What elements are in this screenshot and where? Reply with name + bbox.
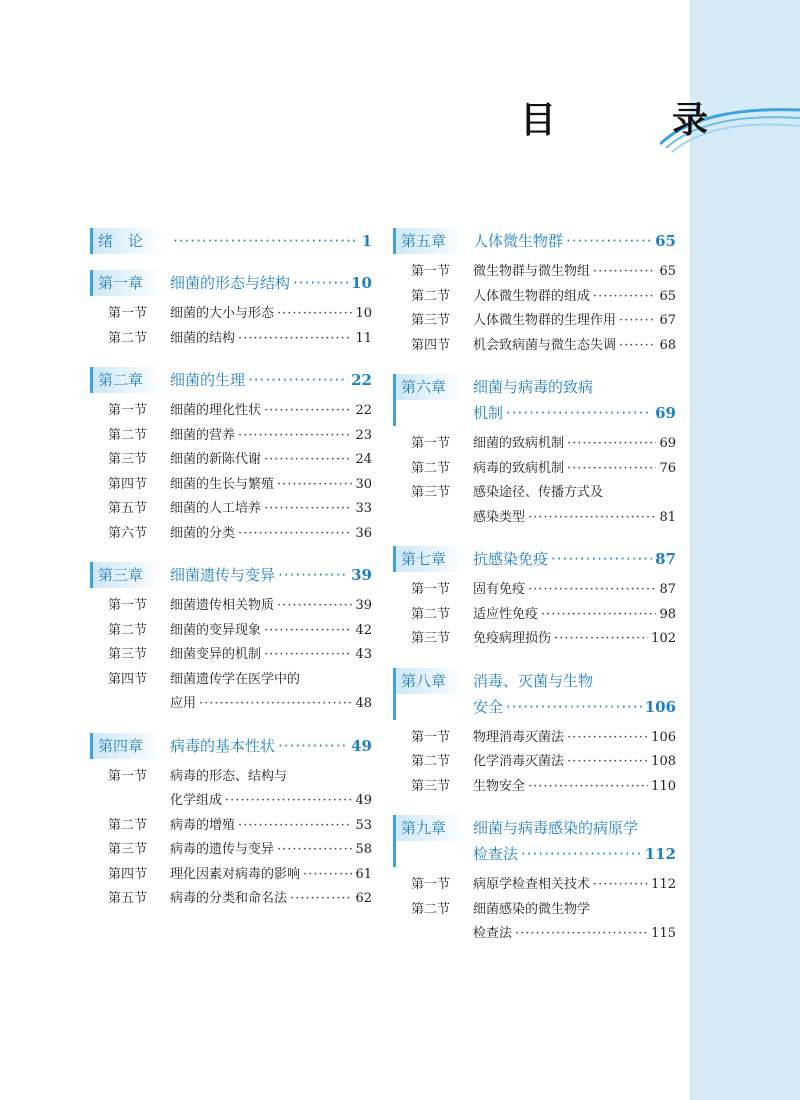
section-number: 第一节 xyxy=(108,306,148,321)
chapter-number: 第八章 xyxy=(401,671,447,690)
section-number: 第三节 xyxy=(411,778,451,794)
section-title: 细菌变异的机制 xyxy=(170,647,262,662)
chapter-line xyxy=(90,367,372,393)
section-title-continued: 化学组成 xyxy=(170,793,223,808)
section-page-number: 69 xyxy=(659,436,676,451)
chapter-title: 病毒的基本性状 xyxy=(170,736,276,755)
leader-dots xyxy=(264,399,352,424)
leader-dots xyxy=(277,594,352,619)
section-number: 第三节 xyxy=(108,452,148,467)
section-title: 细菌的分类 xyxy=(170,525,236,541)
leader-dots xyxy=(541,603,656,628)
leader-dots xyxy=(551,546,652,572)
chapter-number: 第四章 xyxy=(98,736,144,755)
section-page-number: 108 xyxy=(651,754,676,769)
toc-section[interactable] xyxy=(393,285,676,310)
toc-section[interactable] xyxy=(393,898,676,923)
chapter-page-number: 1 xyxy=(361,232,372,250)
section-number: 第一节 xyxy=(411,877,451,892)
chapter-heading[interactable] xyxy=(90,562,372,588)
section-title: 病毒的致病机制 xyxy=(473,460,565,476)
section-number: 第六节 xyxy=(108,525,148,541)
chapter-heading[interactable] xyxy=(90,228,372,254)
section-number: 第五节 xyxy=(108,501,148,516)
chapter-page-number: 49 xyxy=(351,736,372,755)
toc-section[interactable] xyxy=(393,309,676,334)
leader-dots xyxy=(593,285,656,310)
chapter-number: 第五章 xyxy=(401,232,447,250)
section-number: 第二节 xyxy=(108,622,148,638)
toc-chapter xyxy=(393,374,676,530)
section-title: 细菌的理化性状 xyxy=(170,403,262,418)
toc-chapter xyxy=(90,228,372,254)
section-title: 感染途径、传播方式及 xyxy=(473,485,604,500)
toc-section[interactable] xyxy=(393,457,676,482)
chapter-line xyxy=(90,228,372,254)
section-title: 理化因素对病毒的影响 xyxy=(170,866,301,882)
section-number: 第三节 xyxy=(411,631,451,646)
section-number: 第二节 xyxy=(411,460,451,476)
section-title: 细菌的致病机制 xyxy=(473,436,565,451)
leader-dots xyxy=(593,873,648,898)
toc-chapter xyxy=(393,228,676,358)
toc-chapter xyxy=(393,668,676,800)
leader-dots xyxy=(225,789,352,814)
section-page-number: 98 xyxy=(659,606,676,622)
section-number: 第二节 xyxy=(411,754,451,769)
chapter-page-number: 39 xyxy=(351,566,372,584)
toc-section[interactable] xyxy=(393,873,676,898)
chapter-heading[interactable] xyxy=(90,367,372,393)
toc-section[interactable] xyxy=(393,775,676,800)
section-title: 细菌的变异现象 xyxy=(170,622,262,638)
leader-dots xyxy=(173,228,359,254)
leader-dots xyxy=(528,506,656,531)
toc-section[interactable] xyxy=(90,643,372,668)
section-title: 细菌遗传学在医学中的 xyxy=(170,671,301,687)
leader-dots xyxy=(277,838,352,863)
chapter-title-continued: 机制 xyxy=(473,404,504,422)
section-number: 第二节 xyxy=(108,427,148,443)
toc-section[interactable] xyxy=(90,302,372,327)
chapter-page-number: 69 xyxy=(655,404,676,422)
section-page-number: 81 xyxy=(659,509,676,525)
section-page-number: 87 xyxy=(659,582,676,597)
toc-chapter xyxy=(393,546,676,652)
chapter-line xyxy=(90,733,372,759)
chapter-heading[interactable] xyxy=(393,546,676,572)
section-title: 免疫病理损伤 xyxy=(473,631,552,646)
section-number: 第一节 xyxy=(108,403,148,418)
section-title: 病毒的遗传与变异 xyxy=(170,842,275,857)
section-number: 第一节 xyxy=(411,264,451,279)
leader-dots xyxy=(528,578,656,603)
section-title: 固有免疫 xyxy=(473,582,526,597)
section-title: 细菌的新陈代谢 xyxy=(170,452,262,467)
section-title: 细菌感染的微生物学 xyxy=(473,901,591,917)
leader-dots xyxy=(264,643,352,668)
chapter-line-continued xyxy=(393,694,676,720)
section-number: 第四节 xyxy=(108,866,148,882)
leader-dots xyxy=(293,270,348,296)
chapter-heading[interactable] xyxy=(90,270,372,296)
leader-dots xyxy=(567,750,648,775)
chapter-title: 细菌与病毒感染的病原学 xyxy=(473,819,639,837)
toc-section[interactable] xyxy=(393,481,676,506)
section-title: 细菌的大小与形态 xyxy=(170,306,275,321)
leader-dots xyxy=(238,424,352,449)
chapter-line xyxy=(393,546,676,572)
chapter-page-number: 10 xyxy=(351,274,372,292)
section-page-number: 39 xyxy=(355,598,372,613)
section-title: 病原学检查相关技术 xyxy=(473,877,591,892)
section-number: 第四节 xyxy=(108,476,148,492)
section-page-number: 102 xyxy=(651,631,676,646)
section-number: 第一节 xyxy=(108,598,148,613)
toc-section[interactable] xyxy=(90,497,372,522)
leader-dots xyxy=(554,627,648,652)
leader-dots xyxy=(521,841,642,867)
chapter-page-number: 22 xyxy=(351,371,372,389)
section-title: 病毒的分类和命名法 xyxy=(170,891,288,906)
section-title: 生物安全 xyxy=(473,778,526,794)
section-page-number: 10 xyxy=(355,306,372,321)
section-title: 机会致病菌与微生态失调 xyxy=(473,337,617,353)
toc-section-continued[interactable] xyxy=(393,922,676,947)
section-title: 适应性免疫 xyxy=(473,606,539,622)
chapter-heading[interactable] xyxy=(90,733,372,759)
chapter-line xyxy=(393,815,676,841)
section-page-number: 23 xyxy=(355,427,372,443)
section-page-number: 115 xyxy=(651,926,676,941)
chapter-line-continued xyxy=(393,841,676,867)
section-title-continued: 感染类型 xyxy=(473,509,526,525)
toc-chapter xyxy=(393,815,676,947)
toc-section[interactable] xyxy=(393,578,676,603)
leader-dots xyxy=(238,522,352,547)
chapter-page-number: 112 xyxy=(644,845,676,863)
chapter-heading[interactable] xyxy=(393,374,676,426)
section-number: 第三节 xyxy=(108,647,148,662)
leader-dots xyxy=(515,922,648,947)
toc-section[interactable] xyxy=(393,334,676,359)
section-number: 第一节 xyxy=(411,436,451,451)
toc-section-continued[interactable] xyxy=(90,692,372,717)
chapter-line xyxy=(90,562,372,588)
section-number: 第一节 xyxy=(411,582,451,597)
section-page-number: 36 xyxy=(355,525,372,541)
section-number: 第三节 xyxy=(411,313,451,328)
leader-dots xyxy=(264,497,352,522)
chapter-title: 人体微生物群 xyxy=(473,232,564,250)
section-page-number: 22 xyxy=(355,403,372,418)
toc-chapter xyxy=(90,270,372,351)
section-page-number: 61 xyxy=(355,866,372,882)
section-title: 物理消毒灭菌法 xyxy=(473,729,565,745)
section-title: 细菌的结构 xyxy=(170,330,236,346)
section-number: 第五节 xyxy=(108,891,148,906)
section-number: 第三节 xyxy=(411,485,451,500)
chapter-title: 细菌遗传与变异 xyxy=(170,566,276,584)
leader-dots xyxy=(506,400,652,426)
leader-dots xyxy=(567,726,648,751)
toc-section[interactable] xyxy=(90,424,372,449)
chapter-heading[interactable] xyxy=(393,815,676,867)
leader-dots xyxy=(248,367,348,393)
leader-dots xyxy=(528,775,648,800)
chapter-number: 第一章 xyxy=(98,274,144,292)
chapter-number: 第九章 xyxy=(401,819,447,837)
section-number: 第二节 xyxy=(108,817,148,833)
leader-dots xyxy=(277,302,352,327)
toc-section[interactable] xyxy=(393,627,676,652)
section-page-number: 62 xyxy=(355,891,372,906)
leader-dots xyxy=(238,814,352,839)
chapter-heading[interactable] xyxy=(393,228,676,254)
toc-left-column xyxy=(90,228,372,928)
toc-section[interactable] xyxy=(393,432,676,457)
section-number: 第二节 xyxy=(108,330,148,346)
chapter-line-continued xyxy=(393,400,676,426)
leader-dots xyxy=(303,863,352,888)
leader-dots xyxy=(277,473,352,498)
chapter-heading[interactable] xyxy=(393,668,676,720)
toc-section-continued[interactable] xyxy=(393,506,676,531)
section-page-number: 110 xyxy=(651,778,676,794)
toc-section[interactable] xyxy=(393,603,676,628)
section-page-number: 53 xyxy=(355,817,372,833)
section-page-number: 67 xyxy=(659,313,676,328)
side-color-band xyxy=(690,0,800,1100)
chapter-title: 细菌与病毒的致病 xyxy=(473,378,594,396)
section-page-number: 33 xyxy=(355,501,372,516)
section-page-number: 48 xyxy=(355,696,372,711)
page-title: 目 录 xyxy=(520,100,749,141)
section-page-number: 30 xyxy=(355,476,372,492)
chapter-page-number: 65 xyxy=(655,232,676,250)
section-title: 化学消毒灭菌法 xyxy=(473,754,565,769)
toc-section[interactable] xyxy=(90,887,372,912)
leader-dots xyxy=(238,327,352,352)
leader-dots xyxy=(566,228,652,254)
leader-dots xyxy=(278,562,348,588)
toc-section[interactable] xyxy=(90,473,372,498)
chapter-number: 第三章 xyxy=(98,566,144,584)
chapter-title: 抗感染免疫 xyxy=(473,550,549,568)
toc-section[interactable] xyxy=(90,619,372,644)
section-number: 第一节 xyxy=(108,768,148,784)
section-title: 微生物群与微生物组 xyxy=(473,264,591,279)
section-page-number: 112 xyxy=(651,877,676,892)
chapter-number: 第六章 xyxy=(401,378,447,396)
toc-chapter xyxy=(90,367,372,546)
leader-dots xyxy=(619,334,656,359)
toc-section[interactable] xyxy=(393,260,676,285)
toc-section[interactable] xyxy=(90,838,372,863)
toc-section[interactable] xyxy=(90,399,372,424)
leader-dots xyxy=(567,432,656,457)
section-number: 第一节 xyxy=(411,729,451,745)
toc-section[interactable] xyxy=(393,750,676,775)
leader-dots xyxy=(619,309,656,334)
toc-section[interactable] xyxy=(90,765,372,790)
chapter-title-continued: 安全 xyxy=(473,697,504,716)
toc-section[interactable] xyxy=(90,594,372,619)
chapter-line xyxy=(393,668,676,694)
section-title: 细菌的生长与繁殖 xyxy=(170,476,275,492)
leader-dots xyxy=(567,457,656,482)
chapter-title: 消毒、灭菌与生物 xyxy=(473,671,594,690)
section-title: 人体微生物群的组成 xyxy=(473,288,591,304)
section-page-number: 106 xyxy=(651,729,676,745)
toc-section[interactable] xyxy=(393,726,676,751)
chapter-number: 第二章 xyxy=(98,371,144,389)
chapter-line xyxy=(393,374,676,400)
section-page-number: 11 xyxy=(355,330,372,346)
chapter-page-number: 106 xyxy=(644,697,676,716)
chapter-line xyxy=(90,270,372,296)
section-title-continued: 检查法 xyxy=(473,926,513,941)
leader-dots xyxy=(278,733,348,759)
section-page-number: 43 xyxy=(355,647,372,662)
section-page-number: 76 xyxy=(659,460,676,476)
leader-dots xyxy=(506,694,642,720)
section-number: 第二节 xyxy=(411,606,451,622)
section-number: 第四节 xyxy=(411,337,451,353)
toc-section[interactable] xyxy=(90,522,372,547)
leader-dots xyxy=(290,887,352,912)
chapter-line xyxy=(393,228,676,254)
section-page-number: 65 xyxy=(659,264,676,279)
section-page-number: 65 xyxy=(659,288,676,304)
section-page-number: 49 xyxy=(355,793,372,808)
toc-section-continued[interactable] xyxy=(90,789,372,814)
toc-chapter xyxy=(90,733,372,912)
section-title: 病毒的增殖 xyxy=(170,817,236,833)
toc-right-column xyxy=(393,228,676,963)
chapter-number: 第七章 xyxy=(401,550,447,568)
section-title: 细菌的人工培养 xyxy=(170,501,262,516)
chapter-title: 细菌的生理 xyxy=(170,371,246,389)
chapter-number: 绪 论 xyxy=(98,232,144,250)
chapter-title: 细菌的形态与结构 xyxy=(170,274,291,292)
toc-section[interactable] xyxy=(90,448,372,473)
section-number: 第四节 xyxy=(108,671,148,687)
leader-dots xyxy=(199,692,352,717)
section-page-number: 58 xyxy=(355,842,372,857)
toc-chapter xyxy=(90,562,372,717)
toc-section[interactable] xyxy=(90,863,372,888)
chapter-title-continued: 检查法 xyxy=(473,845,519,863)
section-page-number: 68 xyxy=(659,337,676,353)
section-title: 细菌遗传相关物质 xyxy=(170,598,275,613)
section-title-continued: 应用 xyxy=(170,696,197,711)
toc-section[interactable] xyxy=(90,327,372,352)
section-title: 细菌的营养 xyxy=(170,427,236,443)
section-number: 第二节 xyxy=(411,288,451,304)
toc-section[interactable] xyxy=(90,668,372,693)
section-page-number: 24 xyxy=(355,452,372,467)
section-title: 人体微生物群的生理作用 xyxy=(473,313,617,328)
section-number: 第三节 xyxy=(108,842,148,857)
section-title: 病毒的形态、结构与 xyxy=(170,768,288,784)
toc-section[interactable] xyxy=(90,814,372,839)
leader-dots xyxy=(264,448,352,473)
leader-dots xyxy=(264,619,352,644)
leader-dots xyxy=(593,260,656,285)
chapter-page-number: 87 xyxy=(655,550,676,568)
section-number: 第二节 xyxy=(411,901,451,917)
section-page-number: 42 xyxy=(355,622,372,638)
